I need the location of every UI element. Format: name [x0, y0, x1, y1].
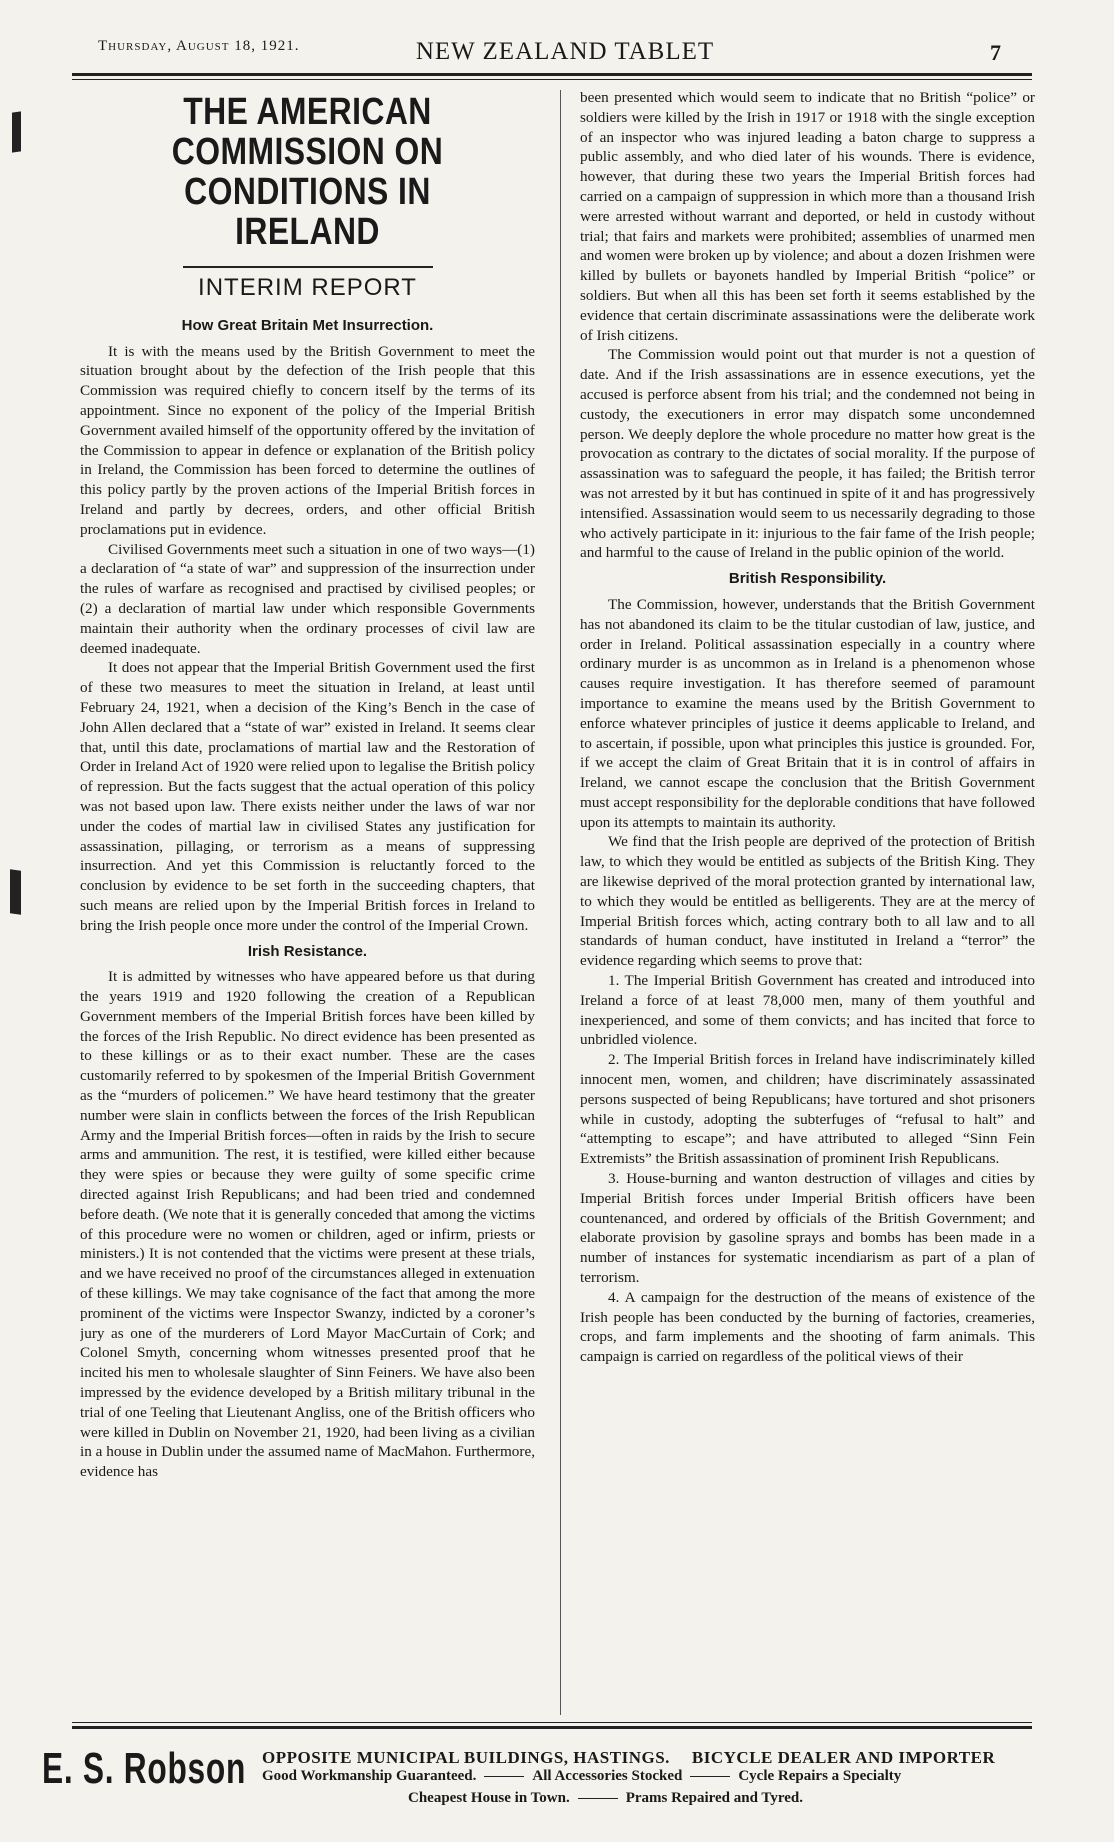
ad-business: BICYCLE DEALER AND IMPORTER — [691, 1748, 996, 1767]
ad-cheapest: Cheapest House in Town. — [408, 1790, 570, 1806]
ink-smudge — [10, 869, 21, 915]
list-item: 2. The Imperial British forces in Ireland have indiscriminately killed innocent men, women, and children; have discriminately assassinated persons suspected of being Republicans; have tortured and shot prisoners while in custody, adopting the subterfuges of “refusal to halt” and “attempting to escape”; and have attributed to alleged “Sinn Fein Extremists” the British assassination of prominent Irish Republicans. — [580, 1051, 1035, 1168]
article-subtitle: INTERIM REPORT — [198, 274, 417, 301]
section-heading: British Responsibility. — [728, 570, 887, 588]
ad-accessories: All Accessories Stocked — [532, 1768, 683, 1784]
ink-smudge — [12, 111, 21, 152]
ad-line-1 — [262, 1748, 995, 1768]
title-rule — [183, 266, 433, 268]
advertiser-name: E. S. Robson — [42, 1744, 247, 1793]
footer-rule-thin — [72, 1722, 1032, 1723]
list-item: 1. The Imperial British Government has created and introduced into Ireland a force of at least 78,000 men, many of them youthful and inexperienced, and some of them convicts; and has incited that force to unbridled violence. — [580, 972, 1035, 1049]
ad-address: OPPOSITE MUNICIPAL BUILDINGS, HASTINGS. — [262, 1748, 670, 1767]
page-number: 7 — [990, 40, 1001, 65]
paragraph: Civilised Governments meet such a situation in one of two ways—(1) a declaration of “a state of war” and suppression of the insurrection under the rules of warfare as recognised and practised by civilised peoples; or (2) a declaration of martial law under which responsible Governments maintain their authority when the ordinary processes of civil law are deemed inadequate. — [80, 540, 535, 657]
list-item: 4. A campaign for the destruction of the means of existence of the Irish people has been conducted by the burning of factories, creameries, crops, and farm implements and the shooting of farm animals. This campaign is carried on regardless of the political views of their — [580, 1288, 1035, 1366]
list-item: 3. House-burning and wanton destruction of villages and cities by Imperial British forces under Imperial British officers have been countenanced, and ordered by officials of the British Government; and elaborate provision by gasoline sprays and bombs has been made in a number of instances for systematic incendiarism as part of a plan of terrorism. — [580, 1170, 1035, 1287]
paragraph: been presented which would seem to indicate that no British “police” or soldiers were killed by the Irish in 1917 or 1918 with the single exception of an inspector who was injured leading a baton charge to suppress a public assembly, and who died later of his wounds. There is evidence, however, that during these two years the Imperial British forces had carried on a campaign of suppression in which more than a thousand Irish were arrested without warrant and deported, or held in custody without trial; that fairs and markets were prohibited; assemblies of unarmed men and women were broken up by violence; and about a dozen Irishmen were killed by bullets or bayonets handled by Imperial British “police” or soldiers. But when all this has been set forth it seems established by the evidence that certain discriminate assassinations were the deliberate work of Irish citizens. — [580, 89, 1035, 344]
ad-guarantee: Good Workmanship Guaranteed. — [262, 1768, 477, 1784]
header-rule — [72, 73, 1032, 76]
paragraph: The Commission, however, understands that the British Government has not abandoned its claim to be the titular custodian of law, justice, and order in Ireland. Political assassination especially in a country where ordinary murder is as uncommon as in Ireland is a phenomenon whose causes require investigation. It has therefore seemed of paramount importance to examine the means used by the British Government to enforce whatever principles of justice it deems applicable to Ireland, and to ascertain, if possible, upon what principles this justice is grounded. For, if we accept the claim of Great Britain that it is in control of affairs in Ireland, we cannot escape the conclusion that the British Government must accept responsibility for the deplorable conditions that have followed upon its attempts to maintain its authority. — [580, 595, 1035, 831]
paragraph: It does not appear that the Imperial British Government used the first of these two measures to meet the situation in Ireland, at least until February 24, 1921, when a decision of the King’s Bench in the case of John Allen declared that a “state of war” existed in Ireland. It seems clear that, until this date, proclamations of martial law and the Restoration of Order in Ireland Act of 1920 were relied upon to legalise the British policy of repression. But the facts suggest that the actual operation of this policy was not based upon law. There exists neither under the laws of war nor under the codes of martial law in civilised States any justification for assassination, pillaging, or terrorism as a means of suppressing insurrection. And yet this Commission is reluctantly forced to the conclusion by evidence to be set forth in the succeeding chapters, that such means are relied upon by the Imperial British forces in Ireland to bring the Irish people once more under the control of the Imperial Crown. — [80, 659, 535, 934]
paragraph: We find that the Irish people are deprived of the protection of British law, to which they would be entitled as subjects of the British King. They are likewise deprived of the moral protection granted by international law, to which they would be entitled as belligerents. They are at the mercy of Imperial British forces which, acting contrary both to all law and to all standards of human conduct, have instituted in Ireland a “terror” the evidence regarding which seems to prove that: — [580, 833, 1035, 970]
left-column — [80, 88, 535, 1718]
column-divider — [560, 90, 561, 1715]
ad-line-2 — [262, 1768, 901, 1785]
header-rule-thin — [72, 79, 1032, 80]
ad-prams: Prams Repaired and Tyred. — [625, 1790, 803, 1806]
right-column — [580, 88, 1035, 1718]
publication-title: NEW ZEALAND TABLET — [415, 38, 715, 65]
article-title: THE AMERICAN COMMISSION ON CONDITIONS IN IRELAND — [171, 91, 444, 253]
section-heading: Irish Resistance. — [247, 942, 368, 960]
paragraph: The Commission would point out that murder is not a question of date. And if the Irish assassinations are in essence executions, yet the accused is perforce absent from his trial; and the condemned not being in custody, the executioners in error may dispatch some uncondemned person. We deeply deplore the whole procedure no matter how great is the provocation as contrary to the dictates of social morality. If the purpose of assassination was to safeguard the people, it has failed; the British terror was not arrested by it but has continued in spite of it and has progressively intensified. Assassination would seem to us necessarily degrading to those who actively participate in it: injurious to the fair fame of the Irish people; and harmful to the cause of Ireland in the public opinion of the world. — [580, 346, 1035, 562]
ad-line-3 — [408, 1790, 803, 1807]
issue-date: Thursday, August 18, 1921. — [98, 38, 300, 54]
ad-repairs: Cycle Repairs a Specialty — [738, 1768, 902, 1784]
paragraph: It is admitted by witnesses who have appeared before us that during the years 1919 and 1920 following the creation of a Republican Government members of the Imperial British forces have been killed by the forces of the Irish Republic. No direct evidence has been presented as to these killings or as to their exact number. These are the cases customarily referred to by spokesmen of the Imperial British Government as the “murders of policemen.” We have heard testimony that the greater number were slain in conflicts between the forces of the Irish Republican Army and the Imperial British forces—often in raids by the Irish to secure arms and ammunition. The rest, it is testified, were killed either because they were spies or because they were guilty of some specific crime directed against Irish Republicans; and had been tried and condemned before death. (We note that it is generally conceded that among the victims of this procedure were no women or children, aged or infirm, priests or ministers.) It is not contended that the victims were present at these trials, and we have received no proof of the circumstances alleged in extenuation of these killings. We may take cognisance of the fact that among the more prominent of the victims were Inspector Swanzy, indicted by a coroner’s jury as one of the murderers of Lord Mayor MacCurtain of Cork; and Colonel Smyth, concerning whom witnesses presented proof that he incited his men to wholesale slaughter of Sinn Feiners. We have also been impressed by the evidence developed by a British military tribunal in the trial of one Teeling that Lieutenant Angliss, one of the British officers who were killed in Dublin on November 21, 1920, had been living as a civilian in a house in Dublin under the assumed name of MacMahon. Furthermore, evidence has — [80, 968, 535, 1481]
paragraph: It is with the means used by the British Government to meet the situation brought about by the defection of the Irish people that this Commission was required chiefly to concern itself by the terms of its appointment. Since no exponent of the policy of the Imperial British Government availed himself of the opportunity offered by the invitation of the Commission to appear in defence or explanation of the British policy in Ireland, the Commission has been forced to determine the outlines of this policy partly by the proven actions of the Imperial British forces in Ireland and partly by decrees, orders, and other official British proclamations put in evidence. — [80, 342, 535, 538]
footer-rule — [72, 1726, 1032, 1729]
section-heading: How Great Britain Met Insurrection. — [181, 316, 434, 334]
